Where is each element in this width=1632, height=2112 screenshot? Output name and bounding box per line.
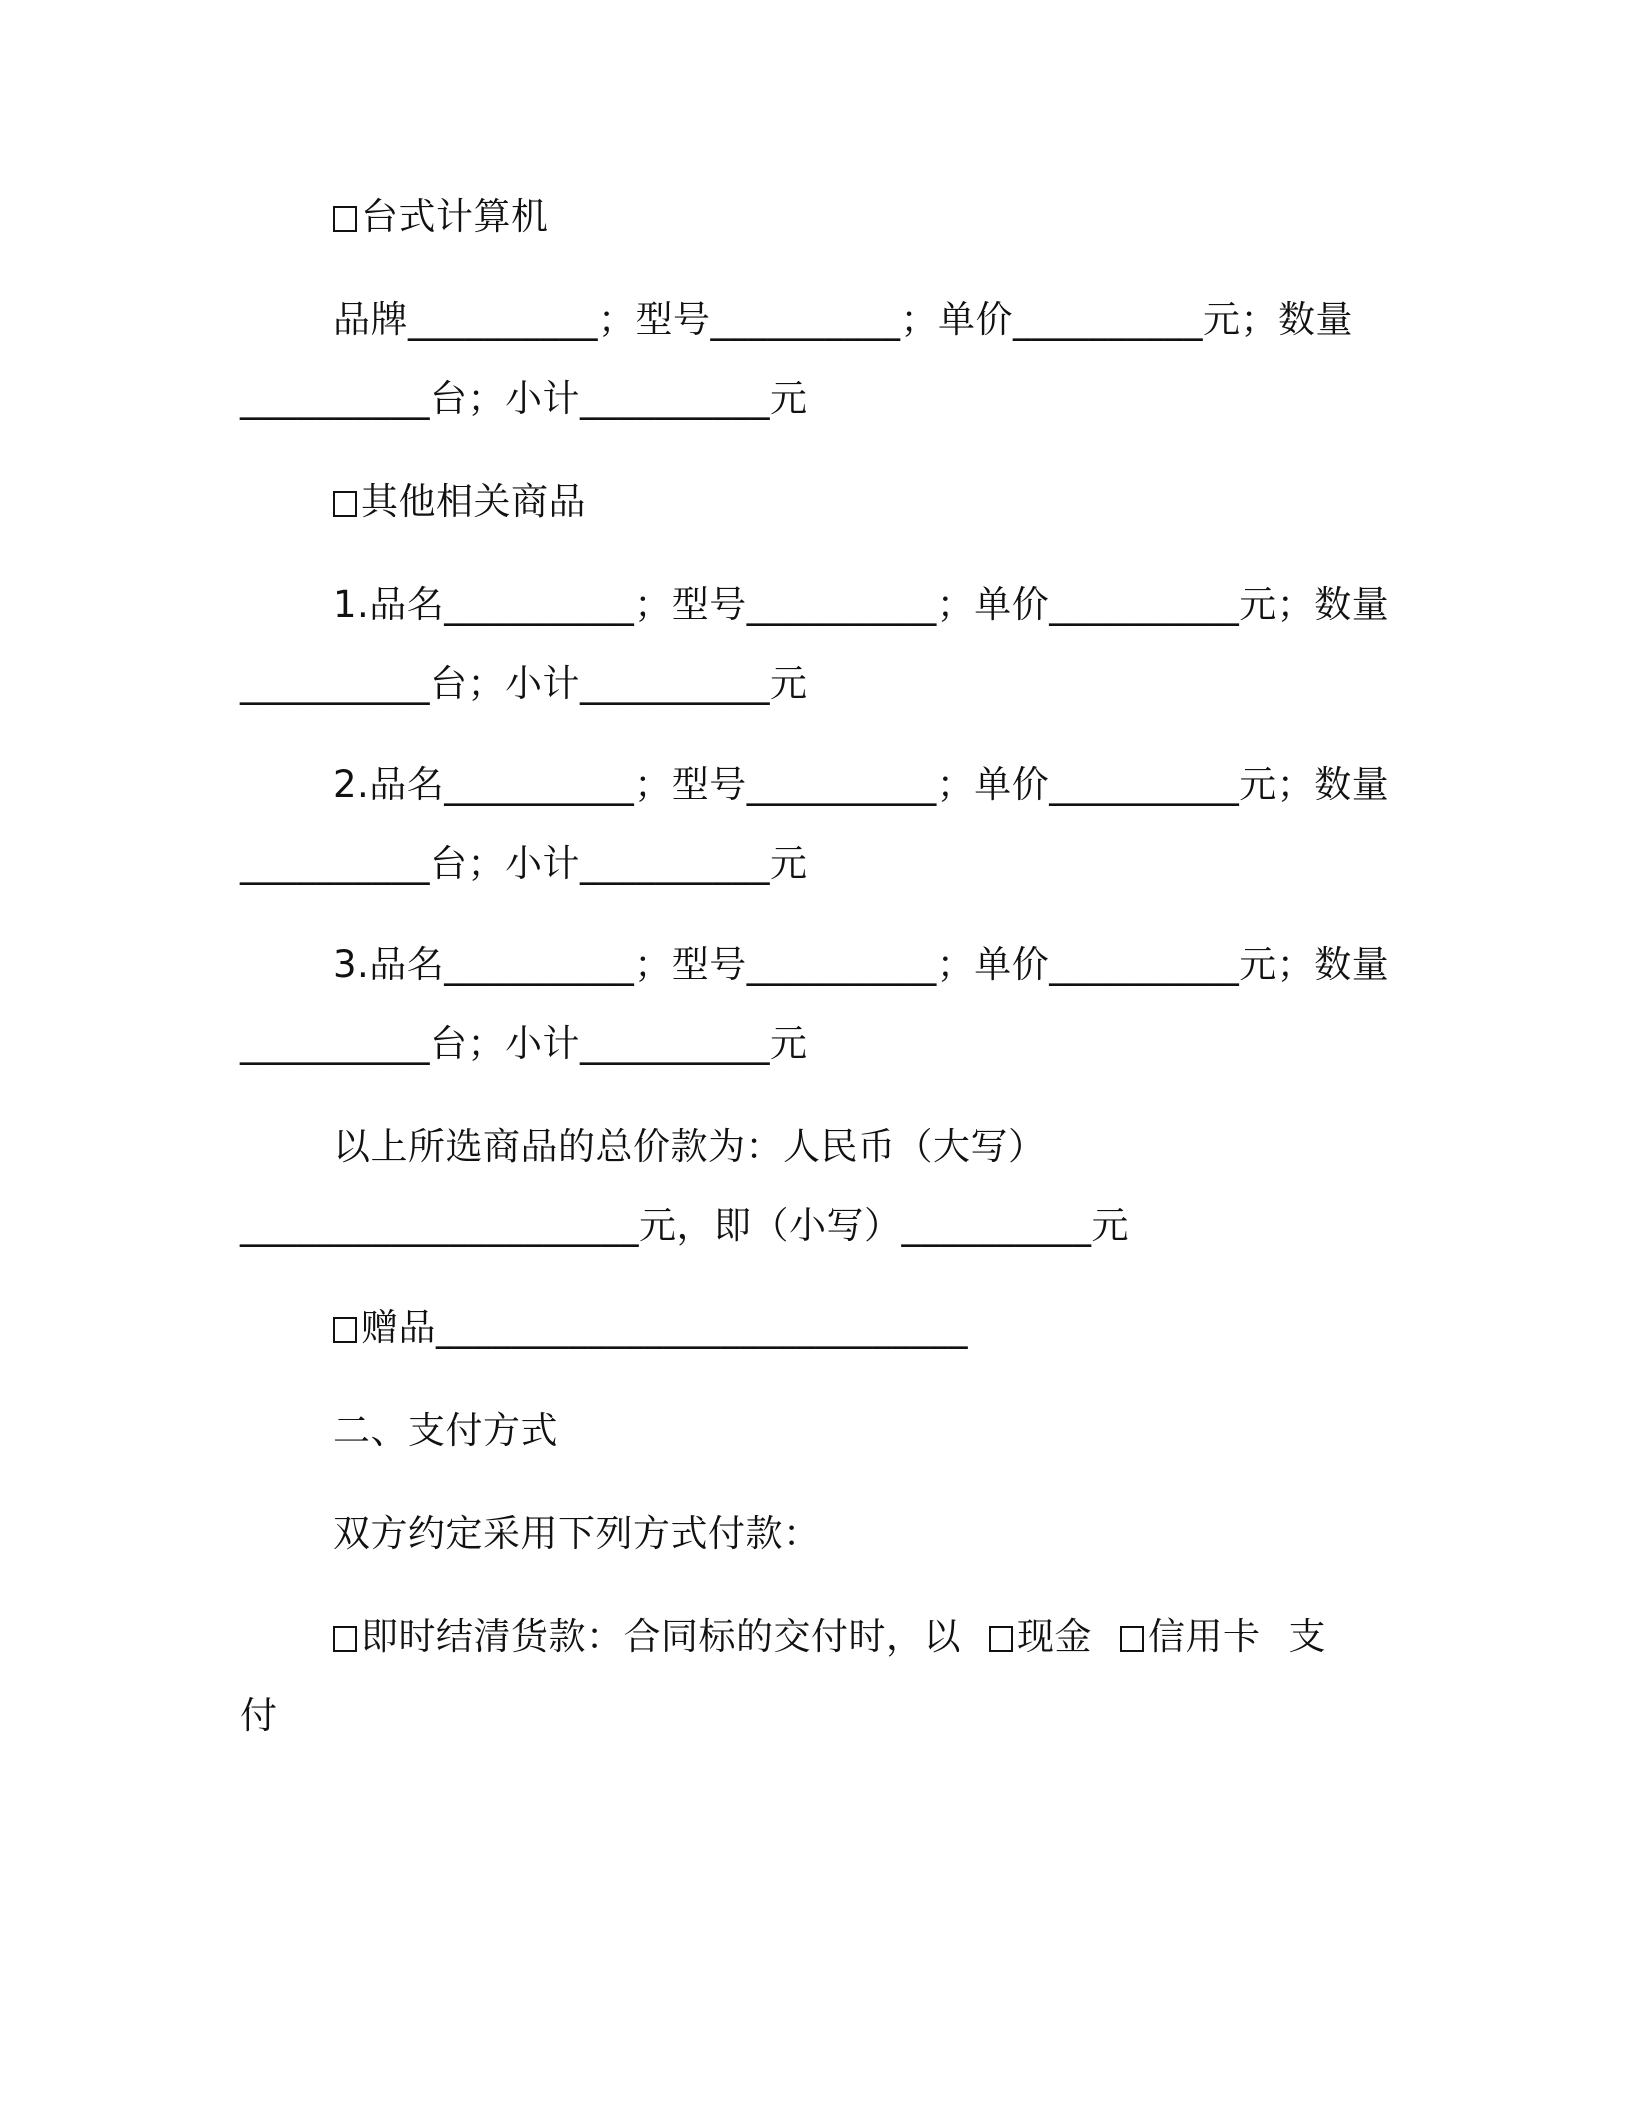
item-3-line-1: 3.品名__________；型号__________；单价__________元；数量 [333,943,1390,986]
pay-wrap-text: 付 [240,1694,278,1737]
item-1-line-2: __________台；小计__________元 [240,662,808,705]
item-1-line-1: 1.品名__________；型号__________；单价__________元；数量 [333,583,1390,626]
item-2-line-2: __________台；小计__________元 [240,842,808,885]
gift-checkbox[interactable] [333,1317,357,1343]
item-2-line-1: 2.品名__________；型号__________；单价__________元；数量 [333,763,1390,806]
section-heading: 二、支付方式 [333,1409,558,1452]
desktop-checkbox[interactable] [333,206,357,232]
other-goods-label: 其他相关商品 [361,480,586,523]
pay-suffix: 支 [1288,1615,1326,1658]
cash-label: 现金 [1017,1615,1092,1658]
immediate-payment-label: 即时结清货款：合同标的交付时，以 [361,1615,961,1658]
immediate-payment-option [333,1615,1326,1659]
desktop-spec-line-2: __________台；小计__________元 [240,377,808,420]
credit-card-label: 信用卡 [1148,1615,1261,1658]
cash-checkbox[interactable] [989,1626,1013,1652]
total-price-line-2: _____________________元，即（小写）__________元 [240,1204,1129,1247]
total-price-line-1: 以上所选商品的总价款为：人民币（大写） [333,1125,1046,1168]
desktop-computer-option [333,195,549,239]
payment-intro: 双方约定采用下列方式付款： [333,1512,821,1555]
gift-label: 赠品____________________________ [361,1306,968,1349]
item-3-line-2: __________台；小计__________元 [240,1022,808,1065]
desktop-checkbox-label: 台式计算机 [361,195,549,238]
other-goods-option [333,480,586,524]
credit-card-checkbox[interactable] [1120,1626,1144,1652]
desktop-spec-line-1: 品牌__________；型号__________；单价__________元；数量 [333,298,1353,341]
gift-option [333,1306,968,1350]
other-goods-checkbox[interactable] [333,491,357,517]
immediate-payment-checkbox[interactable] [333,1626,357,1652]
